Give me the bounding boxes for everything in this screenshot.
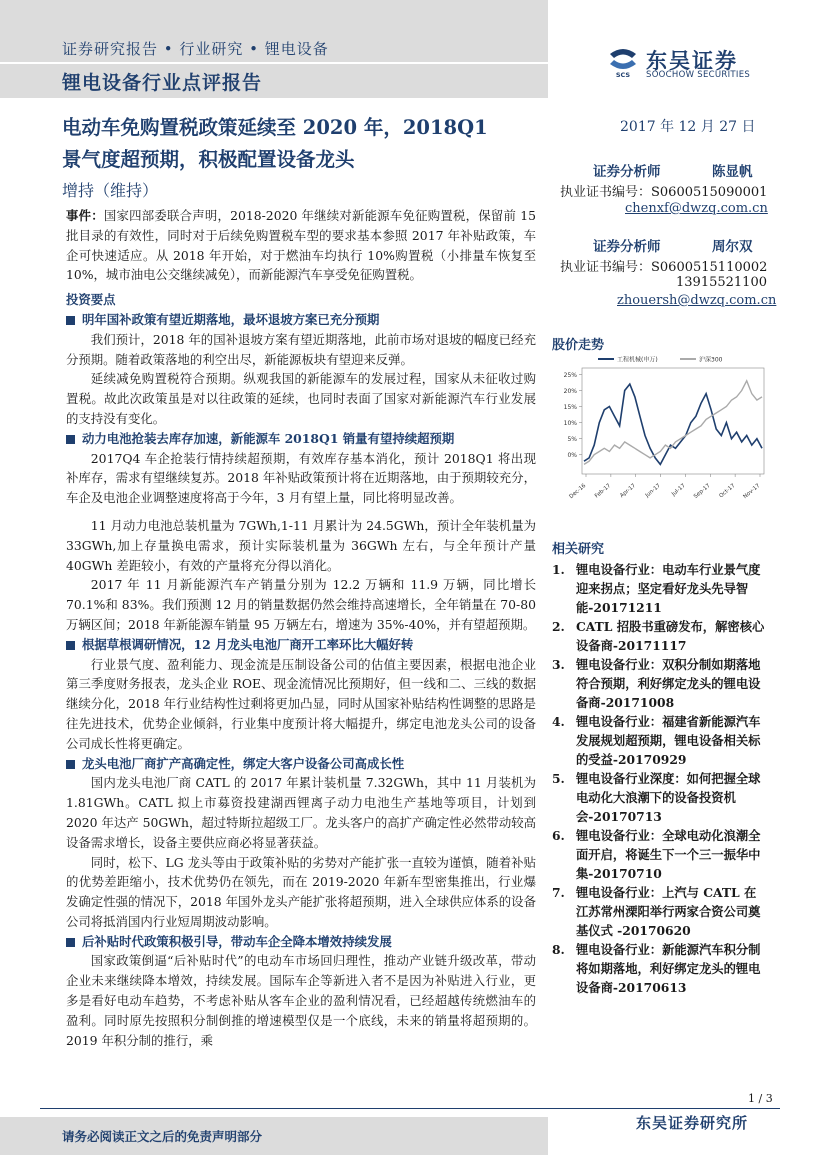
event-label: 事件： (66, 208, 104, 223)
body-paragraph-5: 2017 年 11 月新能源汽车产销量分别为 12.2 万辆和 11.9 万辆，同比增长 70.1%和 83%。我们预测 12 月的销量数据仍然会维持高速增长，全年销量在 70-80 万辆区间；2018 年新能源车销量 95 万辆左右，增速为 35%-40%，并有望超预期。 (66, 577, 536, 632)
related-item-text: 锂电设备行业：全球电动化浪潮全面开启，将诞生下一个三一振华中集-20170710 (576, 828, 761, 881)
body-paragraph-9: 国家政策倒逼“后补贴时代”的电动车市场回归理性，推动产业链升级改革，带动企业未来继续降本增效，持续发展。国际车企等新进入者不是因为补贴进入行业，更多是看好电动车趋势，不考虑补贴从客车企业的盈利情况看，已经超越传统燃油车的盈利。同时原先按照积分制倒推的增速模型仅是一个底线，未来的销量将超预期的。2019 年积分制的推行，乘 (66, 953, 536, 1048)
related-item-text: 锂电设备行业：上汽与 CATL 在江苏常州溧阳举行两家合资公司奠基仪式 -20170620 (576, 885, 761, 938)
chart-y-tick-label: 0% (567, 452, 577, 460)
related-item[interactable] (552, 769, 768, 826)
chart-x-tick-label: Nov-17 (742, 482, 762, 500)
header-divider (0, 62, 548, 64)
related-item-number: 4. (552, 714, 565, 729)
body-paragraph-6: 行业景气度、盈利能力、现金流是压制设备公司的估值主要因素，根据电池企业第三季度财务报表，龙头企业 ROE、现金流情况比预期好，但一线和二、三线的数据继续分化，2018 年行业结构性过剩将更加凸显，同时从国家补贴结构性调整的思路是往先进技术，优势企业倾斜，行业集中度预计将大幅提升，绑定电池龙头公司的设备公司成长性将更确定。 (66, 656, 536, 751)
report-title-line2: 景气度超预期，积极配置设备龙头 (62, 148, 355, 171)
chart-series-line (584, 384, 762, 464)
logo-english-name: SOOCHOW SECURITIES (646, 70, 751, 80)
logo-mark-text: SCS (615, 71, 631, 78)
chart-y-tick-label: 20% (563, 387, 577, 395)
body-paragraph-3: 2017Q4 车企抢装行情持续超预期，有效库存基本消化，预计 2018Q1 将出现补库存，需求有望继续复苏。2018 年补贴政策预计将在近期落地，由于预期较充分，车企及电池企业调整速度将高于今年，3 月有望上量，同比将明显改善。 (66, 450, 536, 506)
event-paragraph (66, 206, 536, 285)
highlight-heading-5: 后补贴时代政策积极引导，带动车企全降本增效持续发展 (66, 932, 536, 952)
report-type: 锂电设备行业点评报告 (62, 72, 263, 94)
analyst-2-role: 证券分析师 (593, 239, 661, 255)
highlight-heading-2: 动力电池抢装去库存加速，新能源车 2018Q1 销量有望持续超预期 (66, 429, 536, 449)
analyst-1-cert: 执业证书编号：S0600515090001 (560, 185, 768, 200)
related-item[interactable] (552, 617, 768, 655)
footer-divider (40, 1108, 780, 1109)
related-item-number: 6. (552, 828, 565, 843)
chart-y-tick-label: 5% (567, 436, 577, 444)
related-item-text: 锂电设备行业：双积分制如期落地符合预期，利好绑定龙头的锂电设备商-20171008 (576, 657, 761, 710)
related-item[interactable] (552, 940, 768, 997)
analyst-2-cert: 执业证书编号：S0600515110002 (560, 260, 768, 275)
highlight-heading-1: 明年国补政策有望近期落地，最坏退坡方案已充分预期 (66, 310, 536, 330)
chart-series-line (584, 381, 762, 465)
body-paragraph-7: 国内龙头电池厂商 CATL 的 2017 年累计装机量 7.32GWh，其中 11 月装机为 1.81GWh。CATL 拟上市募资投建湖西锂离子动力电池生产基地等项目，计划到 2020 年达产 50GWh，超过特斯拉超级工厂。龙头客户的高扩产确定性必然带动较高设备需求增长，设备主要供应商必将显著获益。 (66, 775, 536, 850)
body-paragraph-4: 11 月动力电池总装机量为 7GWh,1-11 月累计为 24.5GWh，预计全年装机量为 33GWh,加上存量换电需求，预计实际装机量为 36GWh 左右，与全年预计产量 40GWh 差距较小，有效的产量将充分得以消化。 (66, 517, 536, 573)
related-item-number: 8. (552, 942, 565, 957)
analyst-1-name: 陈显帆 (712, 164, 753, 180)
section-title-highlights: 投资要点 (66, 292, 116, 308)
stock-chart (548, 350, 776, 500)
related-item-number: 5. (552, 771, 565, 786)
related-item[interactable] (552, 712, 768, 769)
institute-name: 东吴证券研究所 (636, 1114, 749, 1132)
related-item[interactable] (552, 655, 768, 712)
report-title (62, 112, 522, 176)
disclaimer-note: 请务必阅读正文之后的免责声明部分 (62, 1129, 263, 1144)
analyst-2-email-link[interactable]: zhouersh@dwzq.com.cn (617, 293, 777, 308)
chart-x-tick-label: Apr-17 (619, 482, 637, 500)
page-number: 1 / 3 (748, 1092, 773, 1105)
stock-chart-svg (548, 350, 776, 500)
report-body (66, 206, 536, 1050)
related-item[interactable] (552, 826, 768, 883)
chart-plot-frame (582, 368, 764, 474)
related-item-number: 3. (552, 657, 565, 672)
related-item-text: 锂电设备行业：福建省新能源汽车发展规划超预期，锂电设备相关标的受益-20170929 (576, 714, 761, 767)
chart-legend-label: 沪深300 (699, 356, 723, 364)
related-item-text: 锂电设备行业：电动车行业景气度迎来拐点；坚定看好龙头先导智能-20171211 (576, 562, 761, 615)
related-item-text: 锂电设备行业深度：如何把握全球电动化大浪潮下的设备投资机会-20170713 (576, 771, 761, 824)
related-item-number: 7. (552, 885, 565, 900)
rating: 增持（维持） (62, 181, 159, 200)
chart-y-tick-label: 25% (563, 371, 577, 379)
analyst-2-phone: 13915521100 (676, 275, 767, 290)
report-date: 2017 年 12 月 27 日 (620, 119, 756, 135)
report-title-line1: 电动车免购置税政策延续至 2020 年，2018Q1 (62, 116, 488, 139)
chart-legend-label: 工程机械(申万) (617, 356, 658, 364)
event-text: 国家四部委联合声明，2018-2020 年继续对新能源车免征购置税，保留前 15 批目录的有效性，同时对于后续免购置税车型的要求基本参照 2017 年补贴政策，车企可快速适应。从 2018 年开始，对于燃油车均执行 10%购置税（小排量车恢复至 10%，城市油电公交继续减免），而新能源汽车享受免征购置税。 (66, 208, 537, 283)
chart-x-tick-label: Sep-17 (692, 482, 712, 500)
body-paragraph-8: 同时，松下、LG 龙头等由于政策补贴的劣势对产能扩张一直较为谨慎，随着补贴的优势差距缩小，技术优势仍在领先，而在 2019-2020 年新车型密集推出，行业爆发确定性强的情况下，2018 年国外龙头产能扩张将超预期，进入全球供应体系的设备公司将抵消国内行业短周期波动影响。 (66, 854, 536, 929)
chart-y-tick-label: 10% (563, 420, 577, 428)
highlight-heading-4: 龙头电池厂商扩产高确定性，绑定大客户设备公司高成长性 (66, 754, 536, 774)
breadcrumb: 证券研究报告 • 行业研究 • 锂电设备 (62, 40, 329, 58)
chart-x-tick-label: Jul-17 (670, 482, 687, 498)
highlight-heading-3: 根据草根调研情况，12 月龙头电池厂商开工率环比大幅好转 (66, 635, 536, 655)
related-item[interactable] (552, 883, 768, 940)
related-item[interactable] (552, 560, 768, 617)
company-logo (606, 44, 781, 84)
analyst-2-name: 周尔双 (712, 239, 753, 255)
related-item-number: 1. (552, 562, 565, 577)
related-item-number: 2. (552, 619, 565, 634)
analyst-1-role: 证券分析师 (593, 164, 661, 180)
logo-chinese-name: 东吴证券 (646, 49, 738, 73)
related-research-title: 相关研究 (552, 542, 605, 557)
body-paragraph-1: 我们预计，2018 年的国补退坡方案有望近期落地，此前市场对退坡的幅度已经充分预期。随着政策落地的利空出尽，新能源板块有望迎来反弹。 (66, 331, 536, 367)
body-paragraph-2: 延续减免购置税符合预期。纵观我国的新能源车的发展过程，国家从未征收过购置税。故此次政策虽是对以往政策的延续，也同时表面了国家对新能源汽车行业发展的支持没有变化。 (66, 371, 536, 426)
analyst-1-email-link[interactable]: chenxf@dwzq.com.cn (625, 201, 768, 216)
chart-x-tick-label: Jun-17 (644, 482, 662, 499)
chart-x-tick-label: Oct-17 (718, 482, 737, 500)
chart-x-tick-label: Dec-16 (568, 482, 588, 500)
chart-x-tick-label: Feb-17 (593, 482, 613, 500)
stock-chart-title: 股价走势 (552, 338, 605, 353)
related-item-text: CATL 招股书重磅发布，解密核心设备商-20171117 (576, 619, 765, 653)
logo-mark-icon (606, 44, 640, 78)
related-item-text: 锂电设备行业：新能源汽车积分制将如期落地，利好绑定龙头的锂电设备商-20170613 (576, 942, 761, 995)
related-research-list (552, 560, 768, 997)
chart-y-tick-label: 15% (563, 404, 577, 412)
